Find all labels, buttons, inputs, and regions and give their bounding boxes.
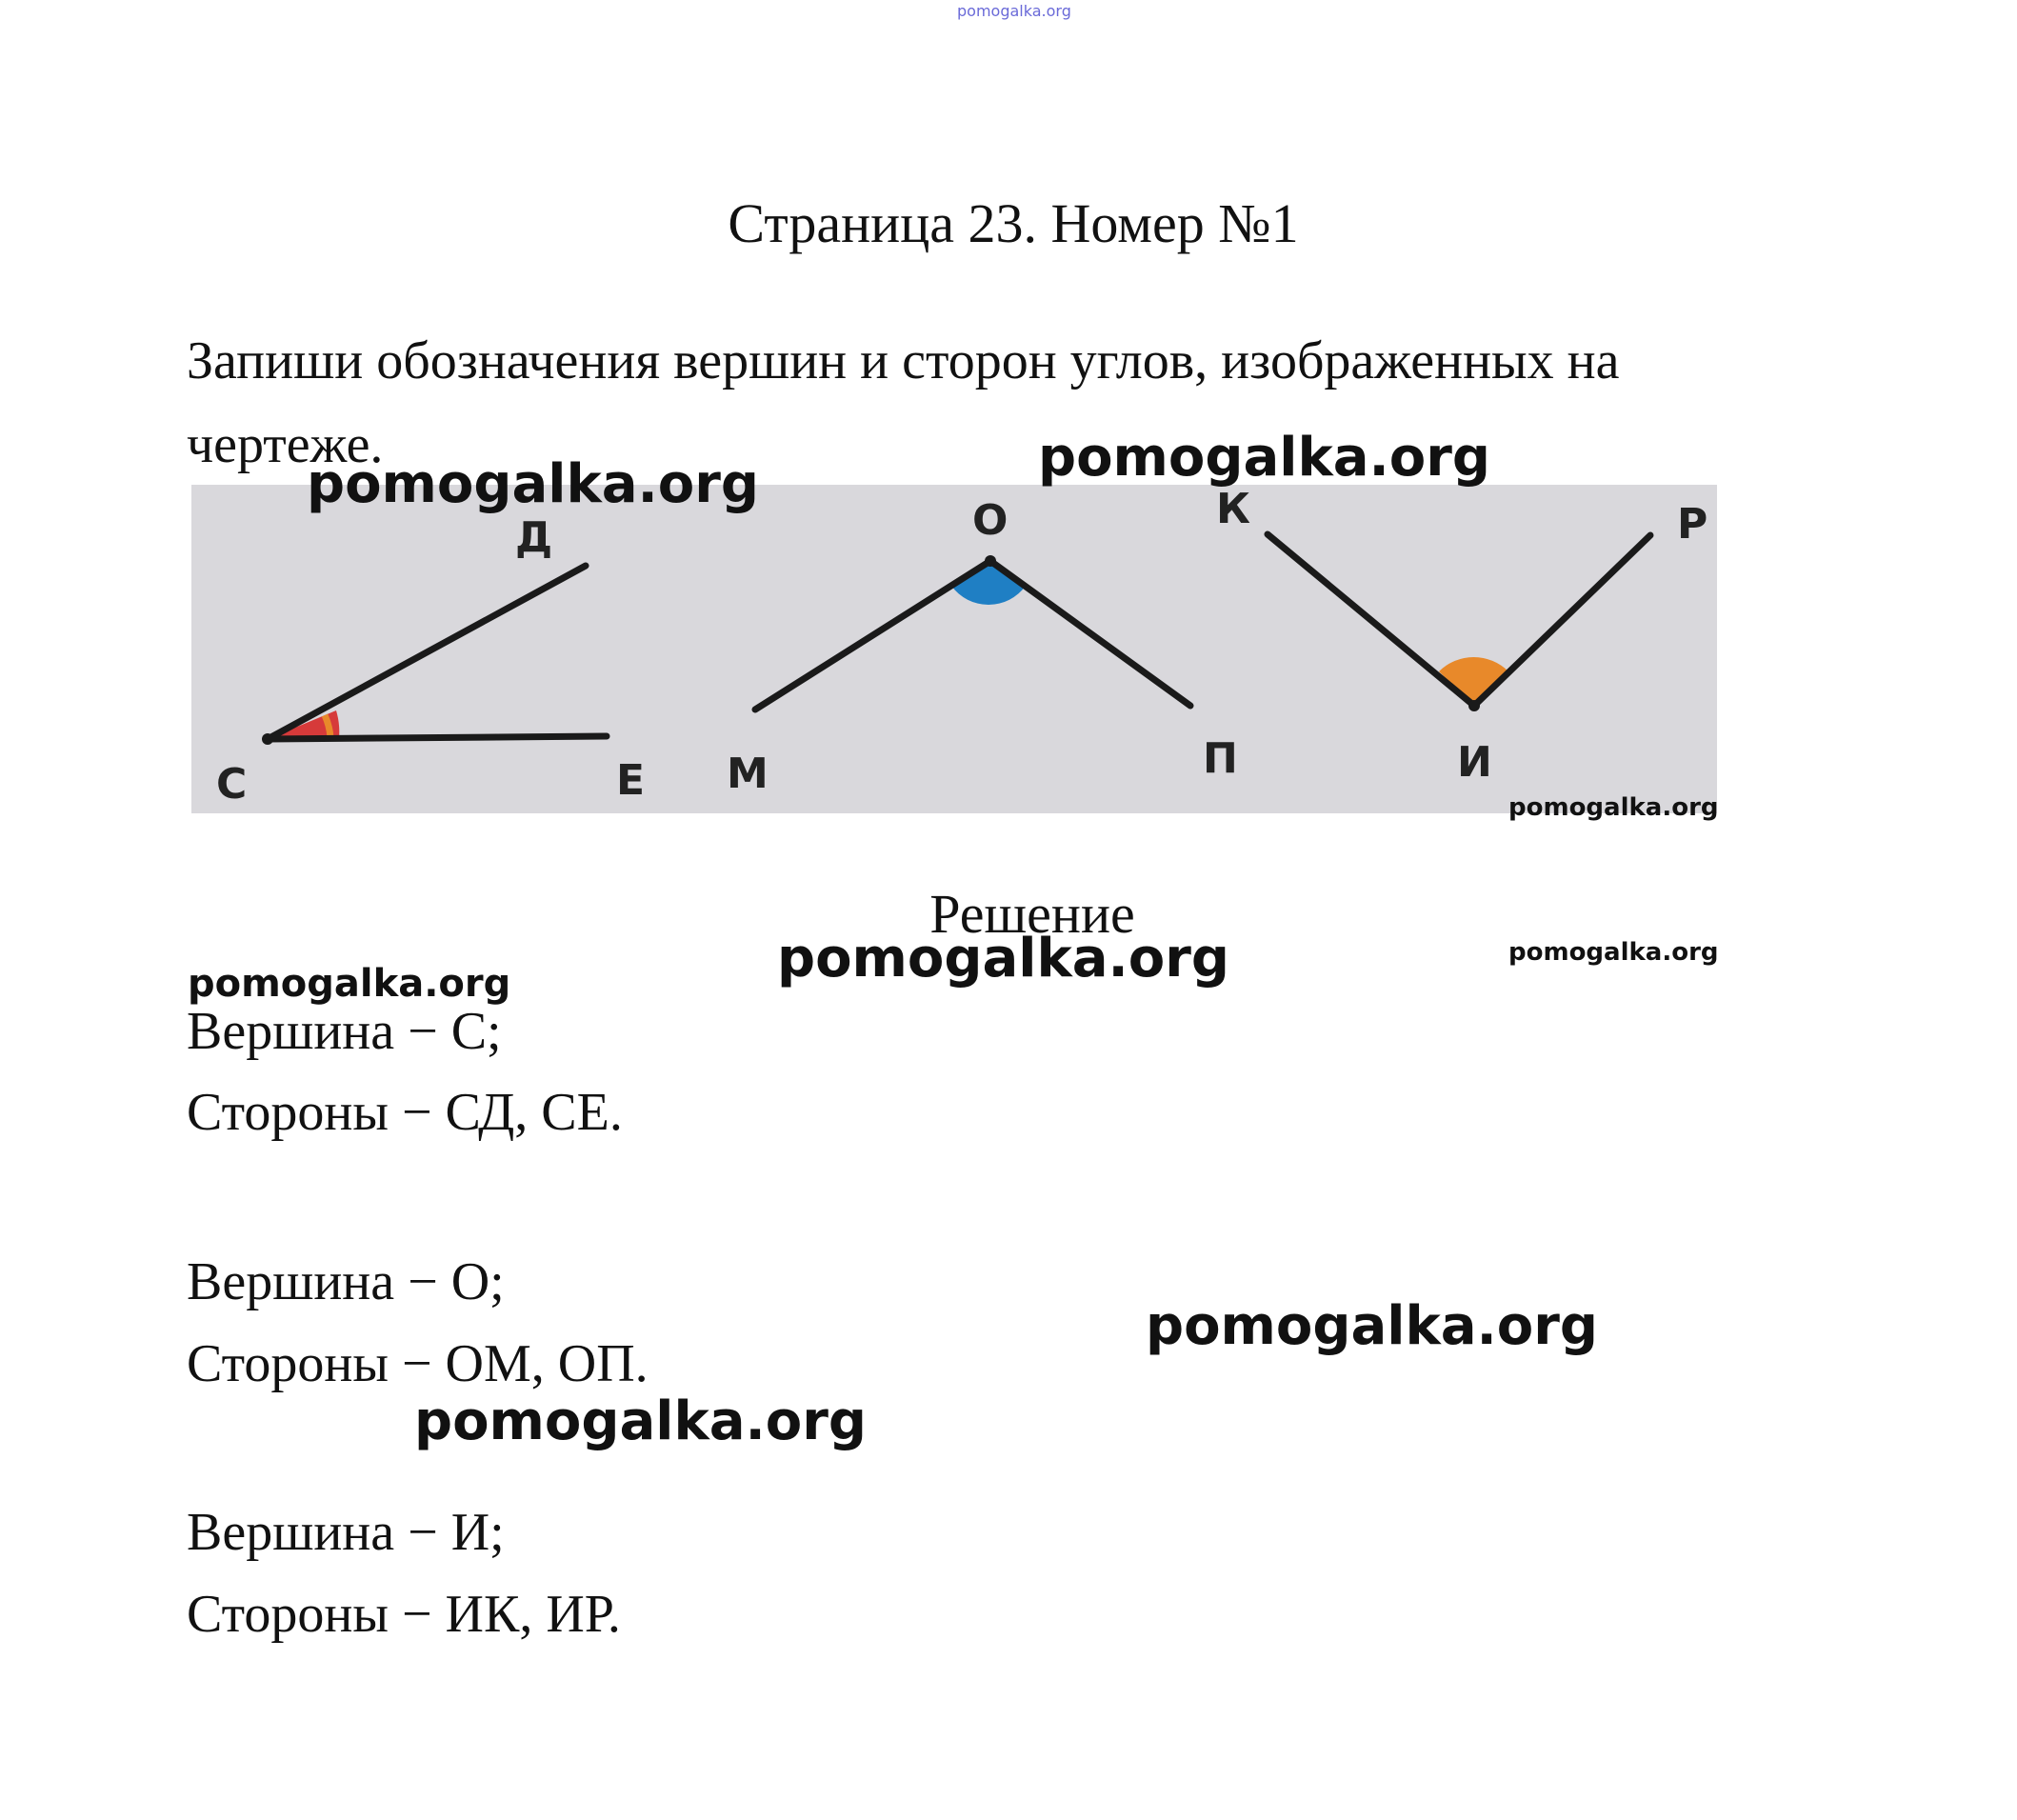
angles-figure [191,485,1717,813]
task-line-2: чертеже. [187,415,384,474]
vertex-i-dot [1468,700,1480,711]
label-r: Р [1677,500,1708,549]
answer-1-sides: Стороны − СД, СЕ. [187,1083,623,1142]
solution-heading-text: Решение [929,883,1135,945]
watermark: pomogalka.org [777,928,1229,990]
side-cd [268,566,586,739]
side-ce [268,736,607,739]
vertex-o-dot [985,555,996,567]
answer-1-vertex: Вершина − С; [187,1002,502,1061]
label-e: Е [616,756,646,805]
task-line-1: Запиши обозначения вершин и сторон углов, изображенных на [187,331,1620,390]
watermark: pomogalka.org [307,453,759,515]
angle-o-arc [951,561,1026,605]
label-p: П [1203,734,1238,783]
label-c: С [216,760,248,809]
side-op [990,561,1190,706]
side-ir [1474,535,1650,706]
page-title-text: Страница 23. Номер №1 [728,192,1299,254]
label-m: М [727,750,769,798]
page-title [0,190,2017,257]
answer-3-vertex: Вершина − И; [187,1503,505,1562]
label-d: Д [515,513,553,562]
header-watermark: pomogalka.org [957,2,1071,20]
watermark: pomogalka.org [1038,427,1490,489]
label-o: О [972,496,1008,545]
label-i: И [1457,738,1492,787]
side-ik [1268,534,1474,706]
watermark: pomogalka.org [1508,938,1719,967]
watermark: pomogalka.org [1508,793,1719,822]
side-om [755,561,990,710]
label-k: К [1216,485,1250,533]
watermark: pomogalka.org [1146,1295,1598,1357]
answer-3-sides: Стороны − ИК, ИР. [187,1585,621,1644]
watermark: pomogalka.org [414,1390,867,1452]
answer-2-sides: Стороны − ОМ, ОП. [187,1334,649,1393]
watermark: pomogalka.org [188,962,511,1006]
angles-drawing [191,485,1717,813]
vertex-c-dot [262,733,273,745]
answer-2-vertex: Вершина − О; [187,1252,505,1311]
